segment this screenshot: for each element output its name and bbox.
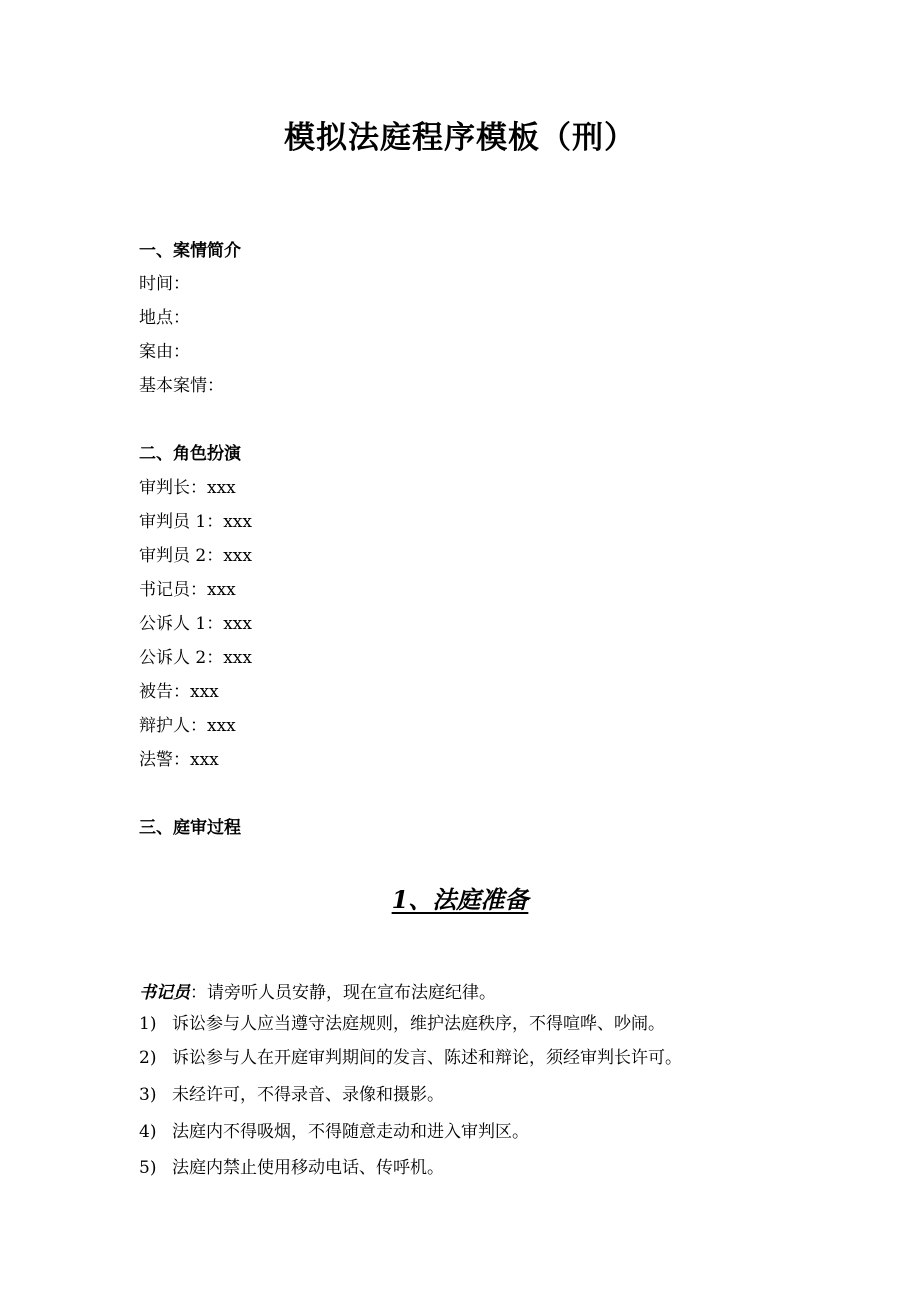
court-rule-item: [139, 1047, 682, 1069]
rule-text: 诉讼参与人在开庭审判期间的发言、陈述和辩论，须经审判长许可。: [172, 1048, 682, 1068]
document-title: 模拟法庭程序模板（刑）: [284, 120, 636, 156]
field-location: 地点：: [139, 308, 190, 328]
court-rule-item: [139, 1121, 529, 1143]
rule-number: 1): [139, 1014, 157, 1034]
rule-text: 未经许可，不得录音、录像和摄影。: [172, 1085, 444, 1105]
role-clerk: 书记员：xxx: [139, 580, 236, 600]
rule-text: 法庭内不得吸烟，不得随意走动和进入审判区。: [172, 1122, 529, 1142]
court-rule-item: [139, 1157, 444, 1179]
field-time: 时间：: [139, 274, 190, 294]
speech-text: ：请旁听人员安静，现在宣布法庭纪律。: [190, 983, 496, 1003]
role-defense-counsel: 辩护人：xxx: [139, 716, 236, 736]
court-rule-item: [139, 1013, 665, 1035]
speaker-label: 书记员: [139, 983, 190, 1003]
field-cause: 案由：: [139, 342, 190, 362]
role-judge-1: 审判员 1：xxx: [139, 512, 252, 532]
role-judge-2: 审判员 2：xxx: [139, 546, 252, 566]
role-prosecutor-2: 公诉人 2：xxx: [139, 648, 252, 668]
field-basic-facts: 基本案情：: [139, 376, 224, 396]
rule-number: 5): [139, 1158, 157, 1178]
clerk-announcement: [139, 982, 496, 1004]
court-rule-item: [139, 1084, 444, 1106]
section-heading-case-summary: 一、案情简介: [139, 241, 241, 261]
rule-text: 法庭内禁止使用移动电话、传呼机。: [172, 1158, 444, 1178]
role-prosecutor-1: 公诉人 1：xxx: [139, 614, 252, 634]
rule-text: 诉讼参与人应当遵守法庭规则，维护法庭秩序，不得喧哗、吵闹。: [172, 1014, 665, 1034]
section-heading-trial-process: 三、庭审过程: [139, 818, 241, 838]
subsection-title-court-preparation: [0, 880, 920, 915]
subsection-title-text: 1、法庭准备: [391, 885, 529, 914]
section-heading-roles: 二、角色扮演: [139, 444, 241, 464]
rule-number: 3): [139, 1085, 157, 1105]
role-defendant: 被告：xxx: [139, 682, 219, 702]
role-presiding-judge: 审判长：xxx: [139, 478, 236, 498]
rule-number: 4): [139, 1122, 157, 1142]
rule-number: 2): [139, 1048, 157, 1068]
role-bailiff: 法警：xxx: [139, 750, 219, 770]
